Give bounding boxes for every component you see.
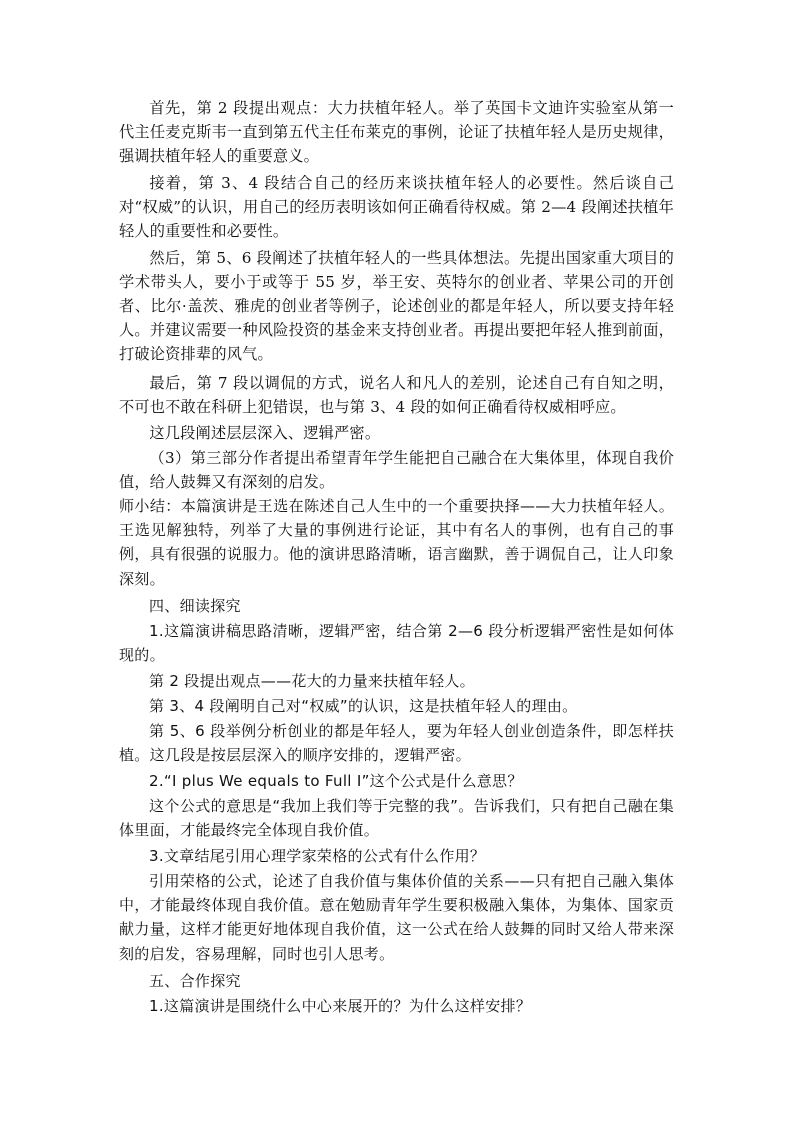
answer-3: 引用荣格的公式，论述了自我价值与集体价值的关系——只有把自己融入集体中，才能最终体现自我价值。意在勉励青年学生要积极融入集体，为集体、国家贡献力量，这样才能更好地体现自我价值，这一公式在给人鼓舞的同时又给人带来深刻的启发，容易理解，同时也引人思考。 <box>119 872 674 963</box>
answer-1-line-3: 第 5、6 段举例分析创业的都是年轻人，要为年轻人创业创造条件，即怎样扶植。这几段是按层层深入的顺序安排的，逻辑严密。 <box>119 722 674 765</box>
question-1: 1.这篇演讲稿思路清晰，逻辑严密，结合第 2—6 段分析逻辑严密性是如何体现的。 <box>119 622 674 665</box>
analysis-paragraph-next: 接着，第 3、4 段结合自己的经历来谈扶植年轻人的必要性。然后谈自己对“权威”的认识，用自己的经历表明该如何正确看待权威。第 2—4 段阐述扶植年轻人的重要性和必要性。 <box>119 174 674 240</box>
analysis-summary-line: 这几段阐述层层深入、逻辑严密。 <box>149 424 381 442</box>
analysis-paragraph-finally: 最后，第 7 段以调侃的方式，说名人和凡人的差别，论述自己有自知之明，不可也不敢在科研上犯错误，也与第 3、4 段的如何正确看待权威相呼应。 <box>119 374 674 416</box>
question-2: 2.“I plus We equals to Full I”这个公式是什么意思？ <box>149 772 523 790</box>
section-heading-close-reading: 四、细读探究 <box>149 597 241 615</box>
part-three-paragraph: （3）第三部分作者提出希望青年学生能把自己融合在大集体里，体现自我价值，给人鼓舞又有深刻的启发。 <box>119 449 674 491</box>
answer-1-line-1: 第 2 段提出观点——花大的力量来扶植年轻人。 <box>149 672 475 690</box>
question-3: 3.文章结尾引用心理学家荣格的公式有什么作用？ <box>149 847 486 865</box>
cooperative-question-1: 1.这篇演讲是围绕什么中心来展开的？为什么这样安排？ <box>149 997 532 1015</box>
section-heading-cooperative: 五、合作探究 <box>149 972 241 990</box>
teacher-summary: 师小结：本篇演讲是王选在陈述自己人生中的一个重要抉择——大力扶植年轻人。王选见解独特，列举了大量的事例进行论证，其中有名人的事例，也有自己的事例，具有很强的说服力。他的演讲思路清晰，语言幽默，善于调侃自己，让人印象深刻。 <box>119 497 674 588</box>
answer-1-line-2: 第 3、4 段阐明自己对“权威”的认识，这是扶植年轻人的理由。 <box>149 697 578 715</box>
analysis-paragraph-then: 然后，第 5、6 段阐述了扶植年轻人的一些具体想法。先提出国家重大项目的学术带头人，要小于或等于 55 岁，举王安、英特尔的创业者、苹果公司的开创者、比尔·盖茨、雅虎的创业者等例子，论述创业的都是年轻人，所以要支持年轻人。并建议需要一种风险投资的基金来支持创业者。再提出要把年轻人推到前面，打破论资排辈的风气。 <box>119 249 674 363</box>
analysis-paragraph-first: 首先，第 2 段提出观点：大力扶植年轻人。举了英国卡文迪许实验室从第一代主任麦克斯韦一直到第五代主任布莱克的事例，论证了扶植年轻人是历史规律，强调扶植年轻人的重要意义。 <box>119 99 674 165</box>
answer-2: 这个公式的意思是“我加上我们等于完整的我”。告诉我们，只有把自己融在集体里面，才能最终完全体现自我价值。 <box>119 797 674 840</box>
